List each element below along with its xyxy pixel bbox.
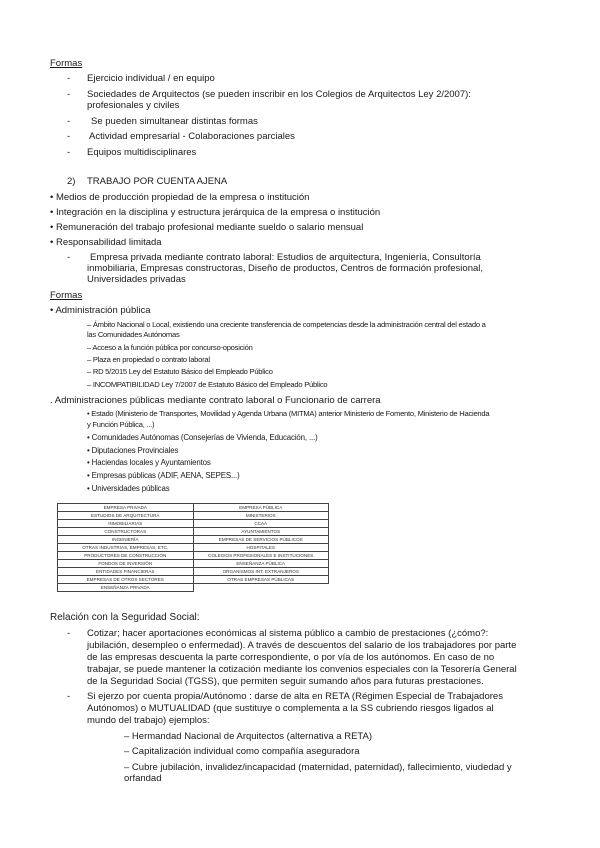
section-number: 2) <box>67 176 76 187</box>
paragraph-line: trabajar, se puede mantener la cotización mediante los convenios especiales con la Tesorería General <box>87 664 517 675</box>
sub-item: orfandad <box>124 773 162 784</box>
table-row <box>58 536 329 544</box>
contrato-item: • Empresas públicas (ADIF, AENA, SEPES...) <box>87 471 240 480</box>
bullet-item: • Medios de producción propiedad de la empresa o institución <box>50 192 310 203</box>
formas-heading-2: Formas <box>50 290 83 301</box>
contrato-item: • Estado (Ministerio de Transportes, Movilidad y Agenda Urbana (MITMA) anterior Ministerio de Fomento, Ministerio de Hacienda <box>87 409 490 418</box>
employment-table <box>57 503 329 592</box>
table-cell: EMPRESAS DE SERVICIOS PÚBLICOS <box>193 536 329 544</box>
list-item: Sociedades de Arquitectos (se pueden inscribir en los Colegios de Arquitectos Ley 2/2007): <box>87 89 471 100</box>
admin-item: – Acceso a la función pública por concurso-oposición <box>87 343 253 352</box>
list-item: Equipos multidisciplinares <box>87 147 197 158</box>
table-cell: COLEGIOS PROFESIONALES E INSTITUCIONES <box>193 552 329 560</box>
table-cell: CCAA <box>193 520 329 528</box>
table-cell: ORGANISMOS INT. EXTRANJEROS <box>193 568 329 576</box>
admin-item: – RD 5/2015 Ley del Estatuto Básico del Empleado Público <box>87 367 273 376</box>
list-dash: - <box>67 252 71 263</box>
table-row <box>58 552 329 560</box>
list-item: inmobiliaria, Empresas constructoras, Diseño de productos, Centros de formación profesional, <box>87 263 484 274</box>
table-row <box>58 528 329 536</box>
contrato-item: • Haciendas locales y Ayuntamientos <box>87 458 211 467</box>
list-item: Universidades privadas <box>87 274 186 285</box>
list-item: Ejercicio individual / en equipo <box>87 73 215 84</box>
contrato-item: y Función Pública, ...) <box>87 420 155 429</box>
paragraph-line: Autónomos) o MUTUALIDAD (que sustituye o complementa a la SS cubriendo riesgos ligados al <box>87 703 494 714</box>
table-row <box>58 544 329 552</box>
bullet-item: • Remuneración del trabajo profesional mediante sueldo o salario mensual <box>50 222 364 233</box>
table-cell: EMPRESA PÚBLICA <box>193 504 329 512</box>
paragraph-line: Cotizar; hacer aportaciones económicas al sistema público a cambio de prestaciones (¿cómo?: <box>87 628 489 639</box>
list-dash: - <box>67 73 71 84</box>
admin-item: – Ámbito Nacional o Local, existiendo una creciente transferencia de competencias desde la administración central del estado a <box>87 320 486 329</box>
table-cell: OTRAS INDUSTRIAS, EMPRESAS, ETC. <box>58 544 194 552</box>
bullet-item: • Administración pública <box>50 305 151 316</box>
list-dash: - <box>67 131 71 142</box>
table-cell: FONDOS DE INVERSIÓN <box>58 560 194 568</box>
table-cell <box>193 584 329 592</box>
paragraph-line: jubilación, desempleo o enfermedad). A través de descuentos del salario de los trabajadores por parte <box>87 640 517 651</box>
list-item: profesionales y civiles <box>87 100 180 111</box>
table-row <box>58 520 329 528</box>
bullet-item: • Responsabilidad limitada <box>50 237 162 248</box>
admin-item: – INCOMPATIBILIDAD Ley 7/2007 de Estatuto Básico del Empleado Público <box>87 380 328 389</box>
section-title: TRABAJO POR CUENTA AJENA <box>87 176 228 187</box>
list-item: Empresa privada mediante contrato laboral: Estudios de arquitectura, Ingeniería, Consultoría <box>90 252 481 263</box>
table-row <box>58 584 329 592</box>
paragraph-line: Si ejerzo por cuenta propia/Autónomo : darse de alta en RETA (Régimen Especial de Trabajadores <box>87 691 503 702</box>
seguridad-heading: Relación con la Seguridad Social: <box>50 612 200 623</box>
list-dash: - <box>67 116 71 127</box>
bullet-item: • Integración en la disciplina y estructura jerárquica de la empresa o institución <box>50 207 381 218</box>
table-cell: INMOBILIARIAS <box>58 520 194 528</box>
sub-item: – Capitalización individual como compañía aseguradora <box>124 746 360 757</box>
table-cell: ESTUDIOS DE ARQUITECTURA <box>58 512 194 520</box>
table-cell: ENSEÑANZA PÚBLICA <box>193 560 329 568</box>
table-cell: AYUNTAMIENTOS <box>193 528 329 536</box>
sub-item: – Hermandad Nacional de Arquitectos (alternativa a RETA) <box>124 731 373 742</box>
admin-item: – Plaza en propiedad o contrato laboral <box>87 355 210 364</box>
list-item: Actividad empresarial - Colaboraciones parciales <box>89 131 295 142</box>
table-cell: INGENIERÍA <box>58 536 194 544</box>
table-cell: CONSTRUCTORAS <box>58 528 194 536</box>
table-cell: EMPRESA PRIVADA <box>58 504 194 512</box>
table-row <box>58 560 329 568</box>
table-cell: MINISTERIOS <box>193 512 329 520</box>
table-row <box>58 568 329 576</box>
formas-heading-1: Formas <box>50 58 83 69</box>
bullet-item: . Administraciones públicas mediante contrato laboral o Funcionario de carrera <box>50 395 381 406</box>
table-row <box>58 576 329 584</box>
paragraph-line: mundo del trabajo) ejemplos: <box>87 715 210 726</box>
contrato-item: • Universidades públicas <box>87 484 170 493</box>
paragraph-line: de la Seguridad Social (TGSS), que permiten seguir sumando años para futuras prestaciones. <box>87 676 484 687</box>
table-cell: ENTIDADES FINANCIERAS <box>58 568 194 576</box>
list-dash: - <box>67 147 71 158</box>
contrato-item: • Diputaciones Provinciales <box>87 446 179 455</box>
list-dash: - <box>67 628 71 639</box>
list-item: Se pueden simultanear distintas formas <box>91 116 258 127</box>
table-cell: EMPRESAS DE OTROS SECTORES <box>58 576 194 584</box>
admin-item: las Comunidades Autónomas <box>87 330 180 339</box>
contrato-item: • Comunidades Autónomas (Consejerías de Vivienda, Educación, ...) <box>87 433 318 442</box>
table-cell: OTRAS EMPRESAS PÚBLICAS <box>193 576 329 584</box>
table-cell: ENSEÑANZA PRIVADA <box>58 584 194 592</box>
table-row <box>58 512 329 520</box>
paragraph-line: de las empresas descuenta la parte correspondiente, o por vía de los autónomos. En caso de no <box>87 652 495 663</box>
table-cell: HOSPITALES <box>193 544 329 552</box>
list-dash: - <box>67 89 71 100</box>
sub-item: – Cubre jubilación, invalidez/incapacidad (maternidad, paternidad), fallecimiento, viudedad y <box>124 762 512 773</box>
table-cell: PRODUCTORES DE CONSTRUCCIÓN <box>58 552 194 560</box>
list-dash: - <box>67 691 71 702</box>
table-row <box>58 504 329 512</box>
